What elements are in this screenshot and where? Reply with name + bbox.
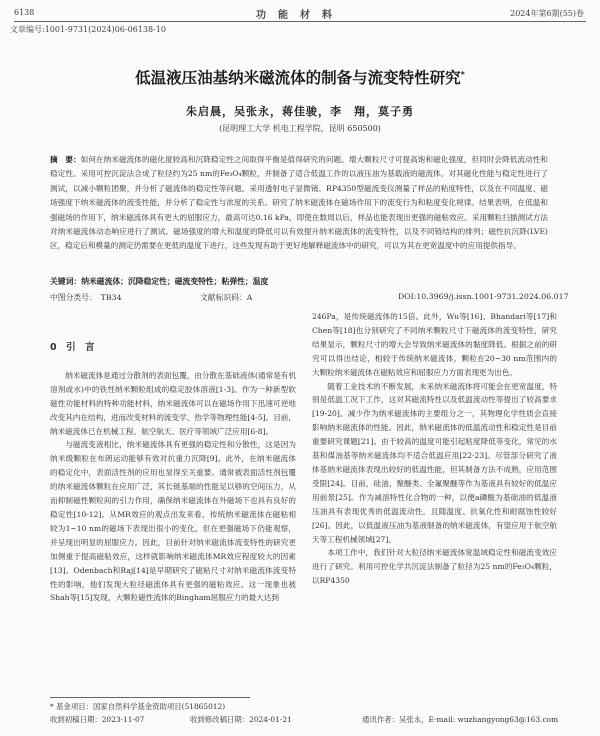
page-code: 6138 xyxy=(14,8,35,17)
keywords xyxy=(50,276,548,287)
right-paragraph: 随着工业技术的不断发展，未来纳米磁流体将可能会在更宽温度，特别是低温工况下工作，这对其磁流特性以及低温流动性等提出了较高要求[19-20]。减少作为纳米磁流体的主要组分之一，其物理化学性质会直接影响纳米磁流体的性能。因此，纳米磁流体的低温流动性和稳定性是目前重要研究课题[21]。由于较高的温度可能引起粘度降低等变化，常见的水基和煤油基等纳米磁流体均不适合低温应用[22-23]。尽管部分研究了液体基纳米磁流体表现出较好的低温性能，但其制备方法不成熟，应用范围受限[24]。目前，硅油、聚醚类、全氟聚醚等作为基液具有较好的低温应用前景[25]。作为减溶特性化合物的一种，以便a磷酸为基础油的低温液压油具有表现优秀的低温流动性，且随温度、抗氧化性和耐腐蚀性较好[26]。因此，以低温液压油为基液制备的纳米磁流体，有望应用于航空航天等工程机械领域[27]。 xyxy=(312,381,557,544)
header-rule xyxy=(14,21,586,22)
keywords-label: 关键词： xyxy=(50,277,82,286)
funding-text: * 基金项目：国家自然科学基金资助项目(51865012) xyxy=(50,702,226,711)
title-footnote-mark: * xyxy=(460,69,465,79)
footnote-rule xyxy=(50,697,250,698)
abstract xyxy=(50,153,548,254)
clc-number: 中图分类号： TB34 xyxy=(50,293,122,302)
right-paragraph: 本项工作中，我们针对大粒径纳米磁流体宽温域稳定性和磁流变效应进行了研究。利用可控化学共沉淀法制备了粒径为25 nm的Fe₃O₄颗粒，以RP4350 xyxy=(312,548,557,586)
running-header xyxy=(0,6,600,20)
revised-date: 收到修改稿日期：2024-01-21 xyxy=(190,715,292,724)
classification-line xyxy=(50,292,570,304)
section-heading-intro: 0 引 言 xyxy=(50,342,95,353)
left-paragraph: 纳米磁流体是通过分散剂的表面包覆，由分散在基础液体(通常是有机溶剂或水)中的铁性纳米颗粒组成的稳定胶体溶液[1-3]。作为一种新型软磁性功能材料的特种功能材料，纳米磁流体可以在磁场作用下迅速可逆地改变其内在结构，进而改变材料的流变学、热学等物理性能[4-5]。目前，纳米磁流体已在机械工程、航空航天、医疗等领域广泛应用[6-8]。 xyxy=(50,370,296,436)
article-number: 文章编号:1001-9731(2024)06-06138-10 xyxy=(10,25,166,34)
corresponding-author: 通讯作者：吴张永，E-mail: wuzhangyong63@163.com xyxy=(362,715,559,724)
received-date: 收到初稿日期：2023-11-07 xyxy=(50,715,145,724)
abstract-label: 摘 要： xyxy=(50,155,81,164)
paper-title xyxy=(0,66,600,88)
left-column xyxy=(50,333,296,605)
paper-title-text: 低温液压油基纳米磁流体的制备与流变特性研究 xyxy=(135,69,461,87)
document-code: 文献标识码：A xyxy=(200,293,253,302)
journal-name: 功能材料 xyxy=(256,10,344,21)
right-column xyxy=(312,310,557,588)
abstract-text: 如何在纳米磁流体的磁化度较高和沉降稳定性之间取得平衡是值得研究的问题。增大颗粒尺寸可提高饱和磁化强度，但同时会降低流动性和稳定性。采用可控沉淀法合成了粒径约为25 nm的Fe₃O₄颗粒，并制备了适合低温工作的以液压油为基载液的磁流体。对其磁化性能与稳定性进行了测试，以减小颗粒团聚，并分析了磁流体的稳定性等问题。采用透射电子显微镜、RP4350型磁流变仪测量了样品的粘度特性，以及在不同温度、磁场强度下纳米磁流体的流变性能，并分析了稳定性与浓度的关系。研究了纳米磁流体在磁场作用下的流变行为和粘度变化规律。结果表明，在低温和强磁场的作用下，纳米磁流体具有更大的屈服应力，最高可达0.16 kPa，即使在数周以后，样品也能表现出更强的磁粘效应。采用颗粒扫描测试方法对纳米磁流体动态响应进行了测试。磁场强度的增大和温度的降低可以有效提升纳米磁流体的流变特性，以及不同链结构的排列；磁性抗沉降(LVE)区，稳定后和模量的测定仍需要在更低的温度下进行，这些发现有助于更好地解释磁流体中的研究，可以为其在更宽温度中的应用提供指导。 xyxy=(50,155,548,251)
right-paragraph: 246Pa，是传统磁流体的15倍。此外，Wu等[16]、Bhandari等[17]和Chen等[18]也分别研究了不同纳米颗粒尺寸下磁流体的流变特性，研究结果显示，颗粒尺寸的增大会导致纳米磁流体的黏度降低。根据之前的研究可以得出结论，相较于传统纳米磁流体，颗粒在20~30 nm范围内的大颗粒纳米磁流体在磁粘效应和屈服应力方面表现更为出色。 xyxy=(312,312,557,377)
keywords-text: 纳米磁流体；沉降稳定性；磁流变特性；粘弹性；温度 xyxy=(81,277,269,286)
affiliation: (昆明理工大学 机电工程学院，昆明 650500) xyxy=(219,124,381,133)
issue-info: 2024年第6期(55)卷 xyxy=(510,9,584,18)
doi: DOI:10.3969/j.issn.1001-9731.2024.06.017 xyxy=(398,292,569,301)
left-paragraph: 与磁流变液相比，纳米磁流体具有更强的稳定性和分散性，这是因为纳米级颗粒在布朗运动能够有效对抗重力沉降[9]。此外，在纳米磁流体的稳定化中，表面活性剂的应用也显得至关重要。通常被表面活性剂包覆的纳米磁流体颗粒在应用广泛，其长链基端的性能足以够的空间压力，从而抑制磁性颗粒间的引力作用，确保纳米磁流体在外磁场下也具有良好的稳定性[10-12]。从MR效应的观点出发来看，传统纳米磁流体在磁粘相较为1~10 nm的磁场下表现出很小的变化，但在更强磁场下仍能观察，并呈现出明显的屈服应力。因此，目前针对纳米磁流体流变特性的研究更加侧重于提高磁粘效应，这样就影响纳米磁流体MR效应程度较大的因素[13]。Odenbach和Raj[14]是早期研究了磁粘尺寸对纳米磁流体流变特性的影响，他们发现大粒径磁流体具有更强的磁粘效应。这一现象也被Shah等[15]发现，大颗粒磁性流体的Bingham屈服应力的最大达到 xyxy=(50,440,296,603)
author-list: 朱启晨，吴张永，蒋佳骏，李 翔，莫子勇 xyxy=(186,105,414,118)
